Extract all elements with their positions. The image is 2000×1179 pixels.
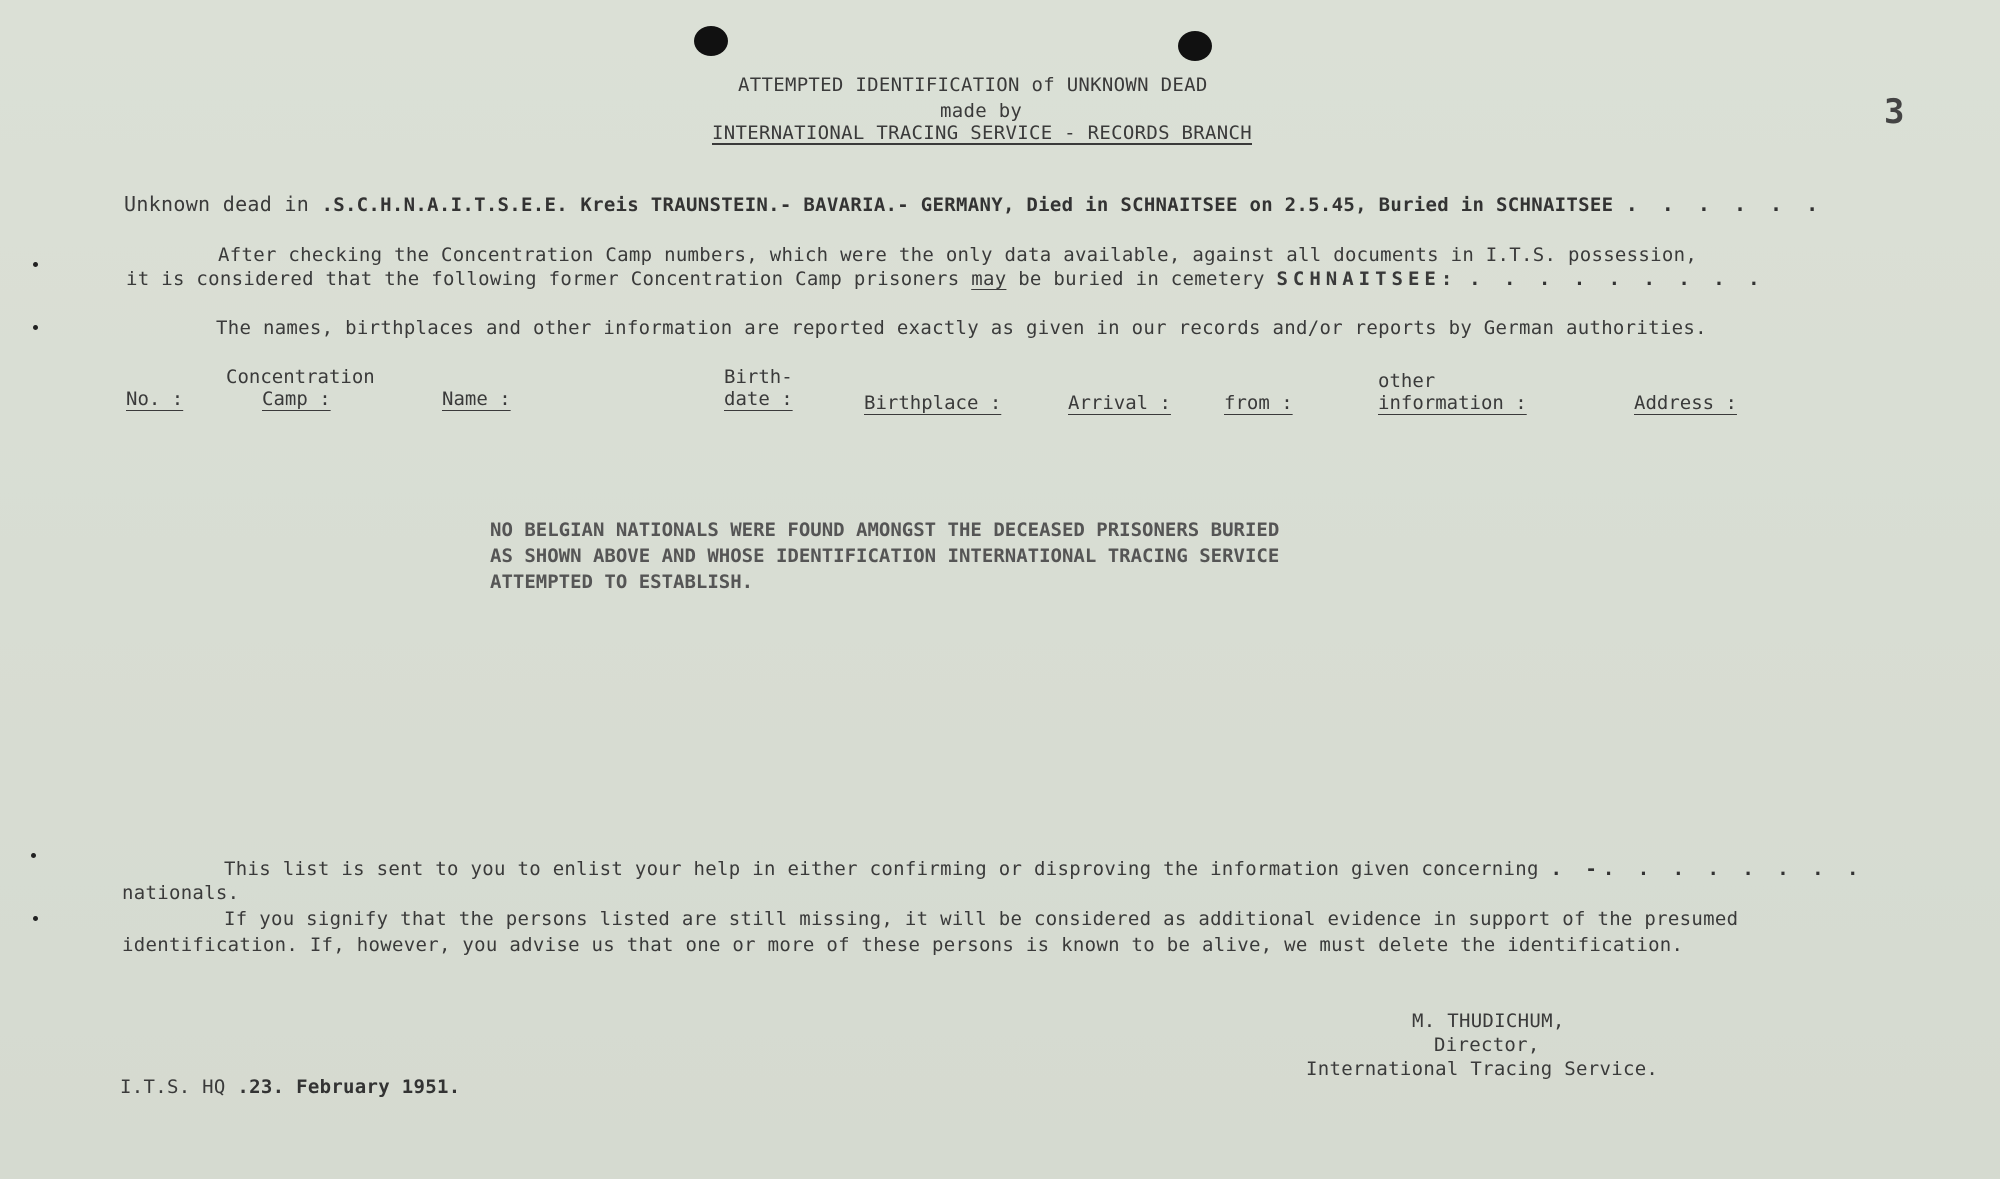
para2: The names, birthplaces and other information are reported exactly as given in our records and/or reports by German authorities. bbox=[216, 317, 1707, 339]
notice-line3: ATTEMPTED TO ESTABLISH. bbox=[490, 571, 754, 593]
location-spaced: .S.C.H.N.A.I.T.S.E.E. bbox=[321, 194, 568, 216]
footer-para2-line1: If you signify that the persons listed are still missing, it will be considered as additional evidence in support of the presumed bbox=[224, 908, 1739, 930]
unknown-dead-line bbox=[124, 192, 1824, 216]
place-date bbox=[120, 1076, 460, 1098]
col-other-info-label: information : bbox=[1378, 392, 1527, 414]
unknown-dead-label: Unknown dead in bbox=[124, 192, 310, 216]
col-name-label: Name : bbox=[442, 388, 511, 410]
col-address bbox=[1634, 370, 1737, 414]
footer-para2-line2: identification. If, however, you advise us that one or more of these persons is known to be alive, we must delete the identification. bbox=[122, 934, 1684, 956]
notice-line2: AS SHOWN ABOVE AND WHOSE IDENTIFICATION INTERNATIONAL TRACING SERVICE bbox=[490, 545, 1280, 567]
col-other-info bbox=[1378, 370, 1527, 414]
header-title: ATTEMPTED IDENTIFICATION of UNKNOWN DEAD bbox=[738, 74, 1208, 96]
document-date: .23. February 1951. bbox=[237, 1076, 461, 1098]
signatory-org: International Tracing Service. bbox=[1306, 1058, 1659, 1080]
col-from-label: from : bbox=[1224, 392, 1293, 414]
col-birthplace-label: Birthplace : bbox=[864, 392, 1002, 414]
para1-line1: After checking the Concentration Camp numbers, which were the only data available, against all documents in I.T.S. possession, bbox=[218, 244, 1698, 266]
col-camp bbox=[226, 366, 375, 410]
col-name bbox=[442, 366, 511, 410]
col-no bbox=[126, 366, 183, 410]
no-nationals-notice bbox=[490, 517, 1390, 595]
footer-para1-dots: . -. . . . . . . . bbox=[1550, 858, 1865, 880]
col-birthdate-label: date : bbox=[724, 388, 793, 410]
col-birthplace bbox=[864, 370, 1001, 414]
col-other-info-top: other bbox=[1378, 370, 1436, 392]
col-birthdate bbox=[724, 366, 793, 410]
location-dots: . . . . . . bbox=[1625, 192, 1825, 216]
footer-para1-text: This list is sent to you to enlist your help in either confirming or disproving the information given concerning bbox=[224, 858, 1539, 880]
para1-line2-text: it is considered that the following former Concentration Camp prisoners bbox=[126, 268, 960, 290]
place-label: I.T.S. HQ bbox=[120, 1076, 226, 1098]
col-arrival-label: Arrival : bbox=[1068, 392, 1171, 414]
header-organization: INTERNATIONAL TRACING SERVICE - RECORDS BRANCH bbox=[712, 122, 1252, 144]
margin-mark bbox=[33, 325, 38, 330]
col-arrival bbox=[1068, 370, 1171, 414]
page-number: 3 bbox=[1884, 92, 1905, 132]
footer-para1-line2: nationals. bbox=[122, 882, 240, 904]
cemetery-dots: . . . . . . . . . bbox=[1469, 268, 1766, 290]
col-address-label: Address : bbox=[1634, 392, 1737, 414]
footer-para1-line1 bbox=[224, 858, 1864, 880]
notice-line1: NO BELGIAN NATIONALS WERE FOUND AMONGST THE DECEASED PRISONERS BURIED bbox=[490, 519, 1280, 541]
para1-line2 bbox=[126, 268, 1766, 290]
para1-line2-end: be buried in cemetery bbox=[1018, 268, 1265, 290]
col-camp-top: Concentration bbox=[226, 366, 375, 388]
signatory-title: Director, bbox=[1434, 1034, 1540, 1056]
margin-mark bbox=[33, 916, 38, 921]
cemetery-name: SCHNAITSEE: bbox=[1276, 268, 1458, 290]
para1-may: may bbox=[971, 268, 1007, 290]
signatory-name: M. THUDICHUM, bbox=[1412, 1010, 1565, 1032]
punch-hole-left bbox=[694, 26, 728, 56]
col-no-label: No. : bbox=[126, 388, 184, 410]
margin-mark bbox=[31, 853, 36, 858]
margin-mark bbox=[33, 262, 38, 267]
col-from bbox=[1224, 370, 1293, 414]
header-made-by: made by bbox=[940, 100, 1023, 122]
punch-hole-right bbox=[1178, 31, 1212, 61]
col-camp-label: Camp : bbox=[262, 388, 331, 410]
location-detail: Kreis TRAUNSTEIN.- BAVARIA.- GERMANY, Died in SCHNAITSEE on 2.5.45, Buried in SCHNAITSEE bbox=[580, 194, 1614, 216]
col-birthdate-top: Birth- bbox=[724, 366, 793, 388]
